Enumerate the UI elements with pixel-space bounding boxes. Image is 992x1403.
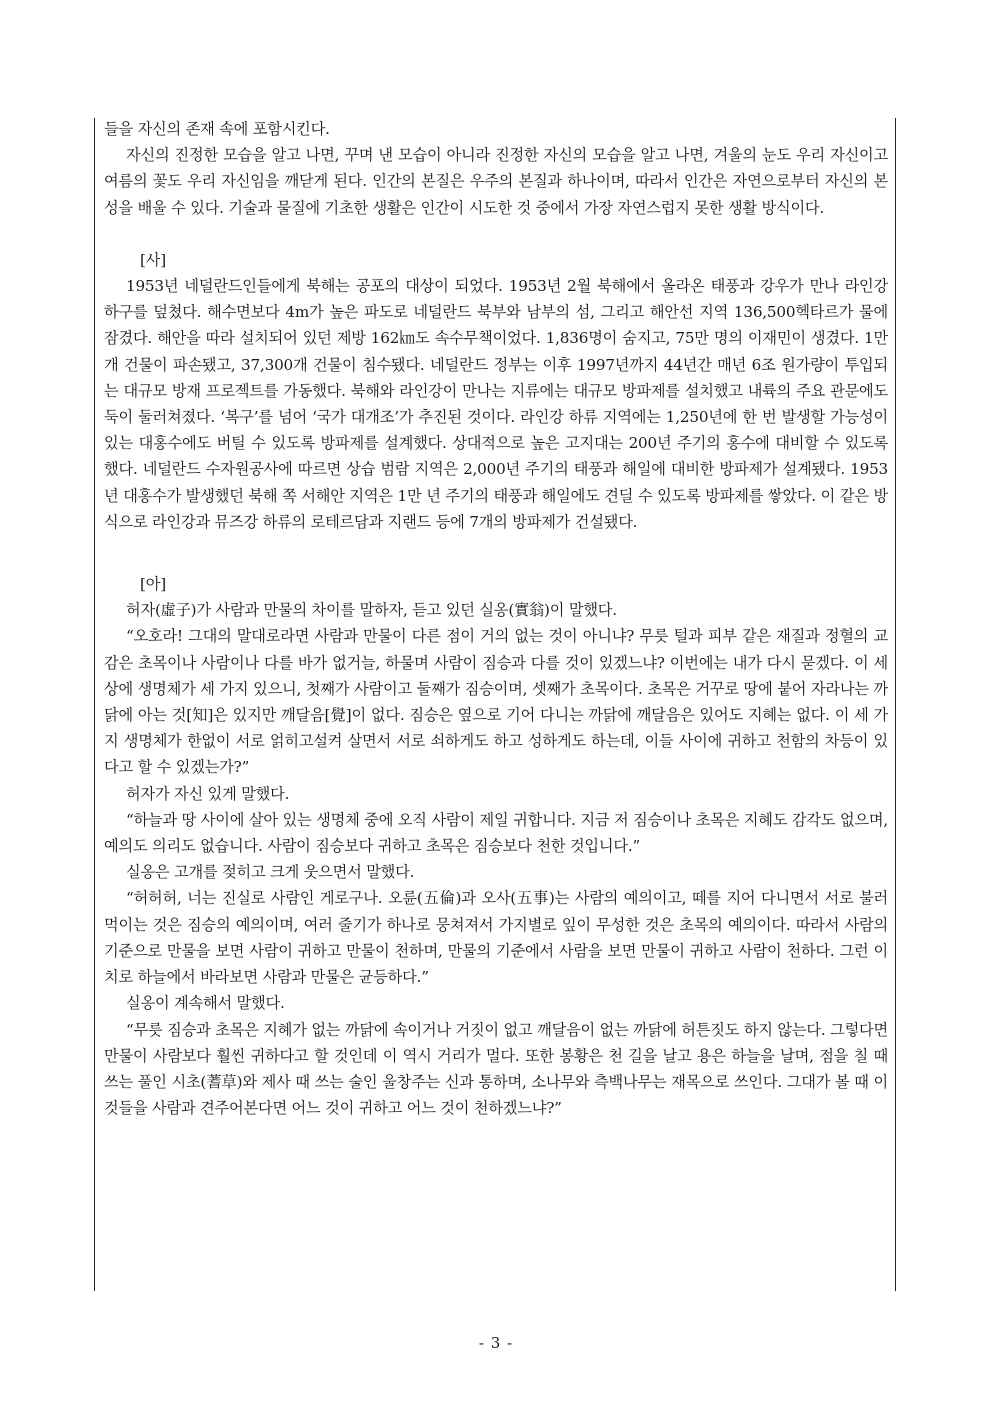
quote-silong-1: “오호라! 그대의 말대로라면 사람과 만물이 다른 점이 거의 없는 것이 아니냐? 무릇 털과 피부 같은 재질과 정혈의 교감은 초목이나 사람이나 다를 바가 없거늘, 하물며 사람이 짐승과 다를 것이 있겠느냐? 이번에는 내가 다시 묻겠다. 이 세상에 생명체가 세 가지 있으니, 첫째가 사람이고 둘째가 짐승이며, 셋째가 초목이다. 초목은 거꾸로 땅에 붙어 자라나는 까닭에 아는 것[知]은 있지만 깨달음[覺]이 없다. 짐승은 옆으로 기어 다니는 까닭에 깨달음은 있어도 지혜는 없다. 이 세 가지 생명체가 한없이 서로 얽히고설켜 살면서 서로 쇠하게도 하고 성하게도 하는데, 이들 사이에 귀하고 천함의 차등이 있다고 할 수 있겠는가?” <box>104 627 888 777</box>
quote-silong-2: “허허허, 너는 진실로 사람인 게로구나. 오륜(五倫)과 오사(五事)는 사람의 예의이고, 떼를 지어 다니면서 서로 불러 먹이는 것은 짐승의 예의이며, 여러 줄기가 하나로 뭉쳐져서 가지별로 잎이 무성한 것은 초목의 예의이다. 따라서 사람의 기준으로 만물을 보면 사람이 귀하고 만물이 천하며, 만물의 기준에서 사람을 보면 만물이 귀하고 사람이 천하다. 그런 이치로 하늘에서 바라보면 사람과 만물은 균등하다.” <box>104 889 888 987</box>
section-gap <box>104 221 888 247</box>
section-label-a: [아] <box>140 575 166 594</box>
quote-heoja: “하늘과 땅 사이에 살아 있는 생명체 중에 오직 사람이 제일 귀합니다. 지금 저 짐승이나 초목은 지혜도 감각도 없으며, 예의도 의리도 없습니다. 사람이 짐승보다 귀하고 초목은 짐승보다 천한 것입니다.” <box>104 810 888 856</box>
paragraph-true-self: 자신의 진정한 모습을 알고 나면, 꾸며 낸 모습이 아니라 진정한 자신의 모습을 알고 나면, 겨울의 눈도 우리 자신이고 여름의 꽃도 우리 자신임을 깨닫게 된다. 인간의 본질은 우주의 본질과 하나이며, 따라서 인간은 자연으로부터 자신의 본성을 배울 수 있다. 기술과 물질에 기초한 생활은 인간이 시도한 것 중에서 가장 자연스럽지 못한 생활 방식이다. <box>104 146 888 217</box>
narration-silong-laugh: 실옹은 고개를 젖히고 크게 웃으면서 말했다. <box>126 863 415 882</box>
paragraph-a-intro: 허자(虛子)가 사람과 만물의 차이를 말하자, 듣고 있던 실옹(實翁)이 말했다. <box>126 601 617 620</box>
quote-silong-3: “무릇 짐승과 초목은 지혜가 없는 까닭에 속이거나 거짓이 없고 깨달음이 없는 까닭에 허튼짓도 하지 않는다. 그렇다면 만물이 사람보다 훨씬 귀하다고 할 것인데 이 역시 거리가 멀다. 또한 봉황은 천 길을 날고 용은 하늘을 날며, 점을 칠 때 쓰는 풀인 시초(蓍草)와 제사 때 쓰는 술인 울창주는 신과 통하며, 소나무와 측백나무는 재목으로 쓰인다. 그대가 볼 때 이것들을 사람과 견주어본다면 어느 것이 귀하고 어느 것이 천하겠느냐?” <box>104 1020 888 1118</box>
narration-heoja: 허자가 자신 있게 말했다. <box>126 784 290 803</box>
paragraph-netherlands-flood: 1953년 네덜란드인들에게 북해는 공포의 대상이 되었다. 1953년 2월 북해에서 올라온 태풍과 강우가 만나 라인강 하구를 덮쳤다. 해수면보다 4m가 높은 파도로 네덜란드 북부와 남부의 섬, 그리고 해안선 지역 136,500헥타르가 물에 잠겼다. 해안을 따라 설치되어 있던 제방 162㎞도 속수무책이었다. 1,836명이 숨지고, 75만 명의 이재민이 생겼다. 1만 개 건물이 파손됐고, 37,300개 건물이 침수됐다. 네덜란드 정부는 이후 1997년까지 44년간 매년 6조 원가량이 투입되는 대규모 방재 프로젝트를 가동했다. 북해와 라인강이 만나는 지류에는 대규모 방파제를 설치했고 내륙의 주요 관문에도 둑이 둘러쳐졌다. ‘복구’를 넘어 ‘국가 대개조’가 추진된 것이다. 라인강 하류 지역에는 1,250년에 한 번 발생할 가능성이 있는 대홍수에도 버틸 수 있도록 방파제를 설계했다. 상대적으로 높은 고지대는 200년 주기의 홍수에 대비할 수 있도록 했다. 네덜란드 수자원공사에 따르면 상습 범람 지역은 2,000년 주기의 태풍과 해일에 대비한 방파제가 설계됐다. 1953년 대홍수가 발생했던 북해 쪽 서해안 지역은 1만 년 주기의 태풍과 해일에도 견딜 수 있도록 방파제를 쌓았다. 이 같은 방식으로 라인강과 뮤즈강 하류의 로테르담과 지랜드 등에 7개의 방파제가 건설됐다. <box>104 277 888 531</box>
narration-silong-continue: 실옹이 계속해서 말했다. <box>126 994 285 1013</box>
section-gap <box>104 535 888 571</box>
document-body <box>104 116 888 1121</box>
page-number: - 3 - <box>478 1334 514 1352</box>
section-label-sa: [사] <box>140 250 166 269</box>
paragraph-continuation: 들을 자신의 존재 속에 포함시킨다. <box>104 120 330 138</box>
